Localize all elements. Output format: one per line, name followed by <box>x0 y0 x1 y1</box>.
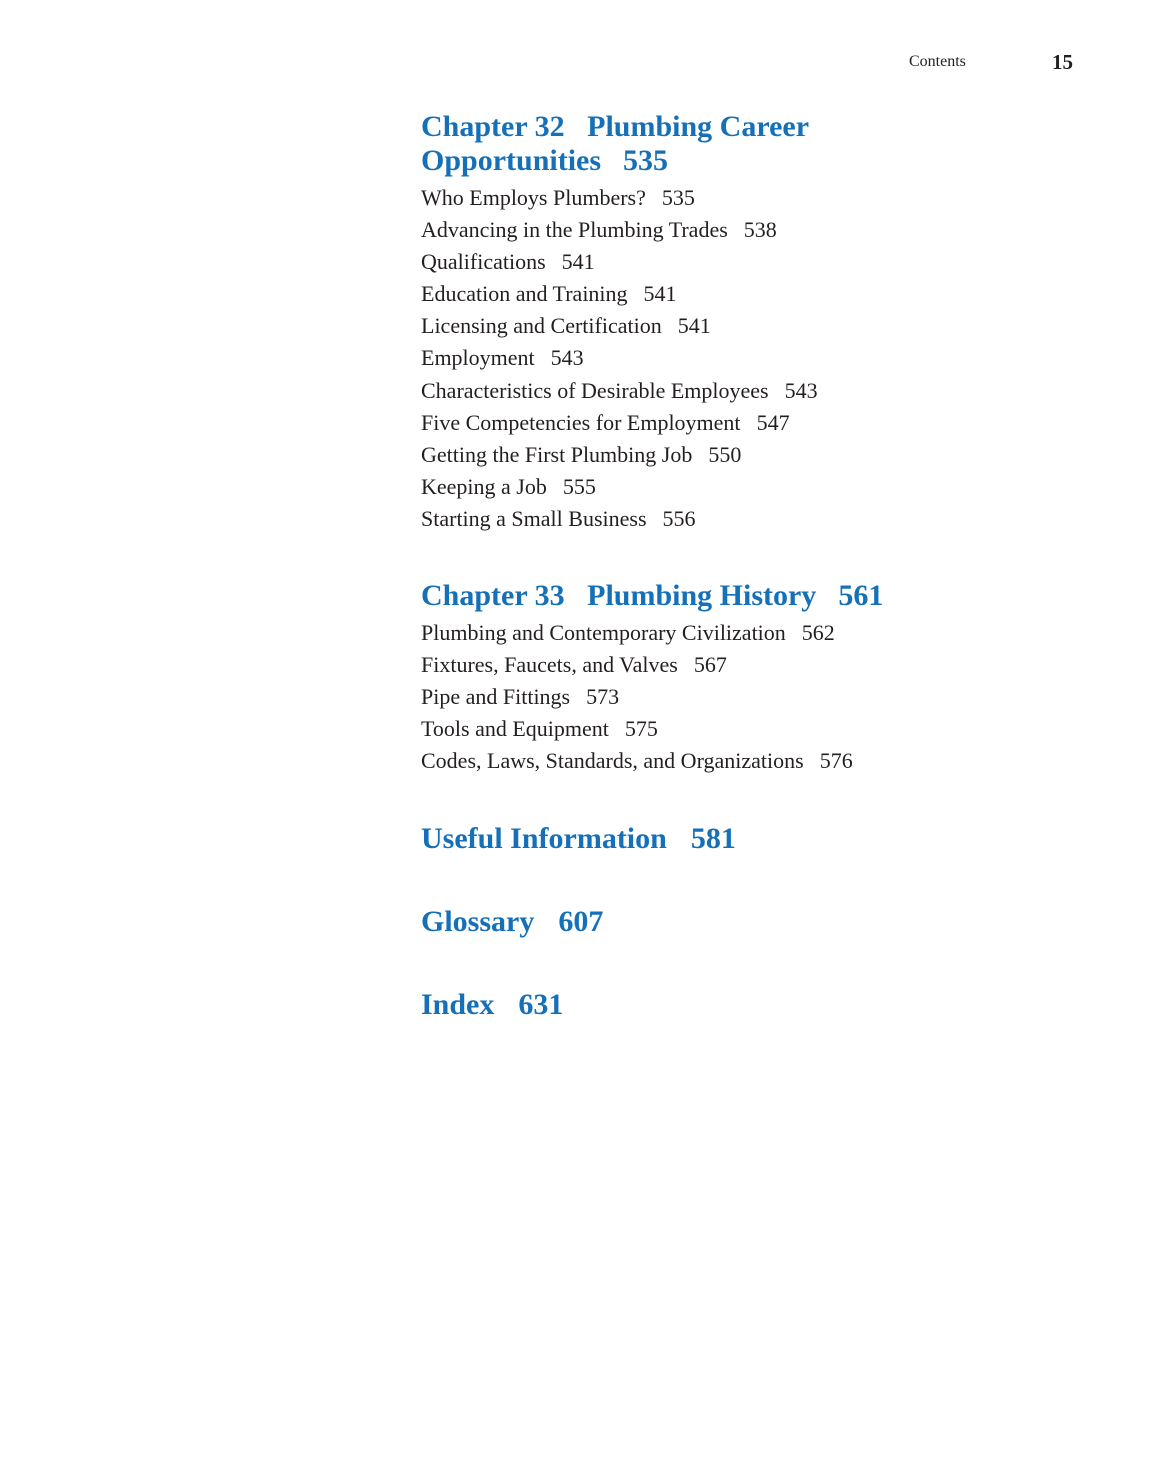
entry-title: Keeping a Job <box>421 473 547 499</box>
backmatter-useful-information[interactable] <box>421 822 1121 856</box>
entry-title: Tools and Equipment <box>421 716 609 742</box>
entry-title: Pipe and Fittings <box>421 684 571 710</box>
entry-page: 535 <box>661 185 695 210</box>
entry-page: 576 <box>819 748 853 774</box>
toc-entry[interactable] <box>421 713 1121 745</box>
entry-title: Codes, Laws, Standards, and Organizations <box>421 748 804 774</box>
entry-title: Qualifications <box>421 249 546 275</box>
backmatter-page: 631 <box>518 987 564 1021</box>
toc-entry[interactable] <box>421 745 1121 777</box>
running-head <box>0 50 1156 74</box>
entry-title: Plumbing and Contemporary Civilization <box>421 620 786 646</box>
entry-title: Five Competencies for Employment <box>421 409 741 435</box>
toc-entry[interactable] <box>421 214 1121 246</box>
entry-page: 541 <box>561 249 595 275</box>
backmatter-title: Useful Information <box>421 821 667 855</box>
running-head-label: Contents <box>909 53 966 70</box>
section-list <box>421 617 1121 777</box>
toc-entry[interactable] <box>421 617 1121 649</box>
chapter-title: Chapter 33 Plumbing History <box>421 579 817 613</box>
entry-page: 543 <box>784 377 818 403</box>
chapter-33 <box>421 579 1121 777</box>
backmatter-index[interactable] <box>421 988 1121 1022</box>
backmatter-title: Glossary <box>421 904 535 938</box>
toc-entry[interactable] <box>421 649 1121 681</box>
entry-page: 575 <box>624 716 658 742</box>
entry-page: 567 <box>693 652 727 678</box>
toc-entry[interactable] <box>421 278 1121 310</box>
table-of-contents <box>421 110 1121 1071</box>
chapter-heading[interactable] <box>421 579 1121 613</box>
entry-page: 541 <box>677 313 711 339</box>
section-list <box>421 182 1121 535</box>
entry-title: Education and Training <box>421 281 628 307</box>
entry-title: Advancing in the Plumbing Trades <box>421 217 728 243</box>
toc-entry[interactable] <box>421 681 1121 713</box>
entry-page: 543 <box>550 345 584 371</box>
entry-title: Characteristics of Desirable Employees <box>421 377 769 403</box>
entry-page: 547 <box>756 409 790 435</box>
entry-page: 556 <box>662 505 696 531</box>
toc-entry[interactable] <box>421 342 1121 374</box>
entry-title: Licensing and Certification <box>421 313 662 339</box>
toc-entry[interactable] <box>421 182 1121 214</box>
toc-entry[interactable] <box>421 503 1121 535</box>
entry-title: Getting the First Plumbing Job <box>421 441 693 467</box>
toc-entry[interactable] <box>421 375 1121 407</box>
entry-title: Employment <box>421 345 535 371</box>
entry-title: Fixtures, Faucets, and Valves <box>421 652 678 678</box>
entry-page: 555 <box>562 473 596 499</box>
toc-entry[interactable] <box>421 471 1121 503</box>
page-number: 15 <box>1052 50 1073 74</box>
entry-page: 562 <box>801 620 835 646</box>
chapter-title-line1: Chapter 32 Plumbing Career <box>421 110 810 143</box>
toc-entry[interactable] <box>421 407 1121 439</box>
entry-page: 538 <box>743 217 777 243</box>
backmatter-page: 581 <box>690 821 736 855</box>
entry-title: Who Employs Plumbers? <box>421 185 646 210</box>
backmatter-title: Index <box>421 987 495 1021</box>
chapter-page: 535 <box>623 144 669 177</box>
chapter-heading[interactable] <box>421 110 1121 178</box>
chapter-page: 561 <box>838 579 884 613</box>
backmatter-glossary[interactable] <box>421 905 1121 939</box>
entry-page: 541 <box>643 281 677 307</box>
entry-title: Starting a Small Business <box>421 505 647 531</box>
backmatter-page: 607 <box>558 904 604 938</box>
chapter-32 <box>421 110 1121 535</box>
entry-page: 550 <box>708 441 742 467</box>
toc-entry[interactable] <box>421 439 1121 471</box>
toc-entry[interactable] <box>421 246 1121 278</box>
chapter-title-line2: Opportunities <box>421 144 602 177</box>
entry-page: 573 <box>586 684 620 710</box>
toc-entry[interactable] <box>421 310 1121 342</box>
